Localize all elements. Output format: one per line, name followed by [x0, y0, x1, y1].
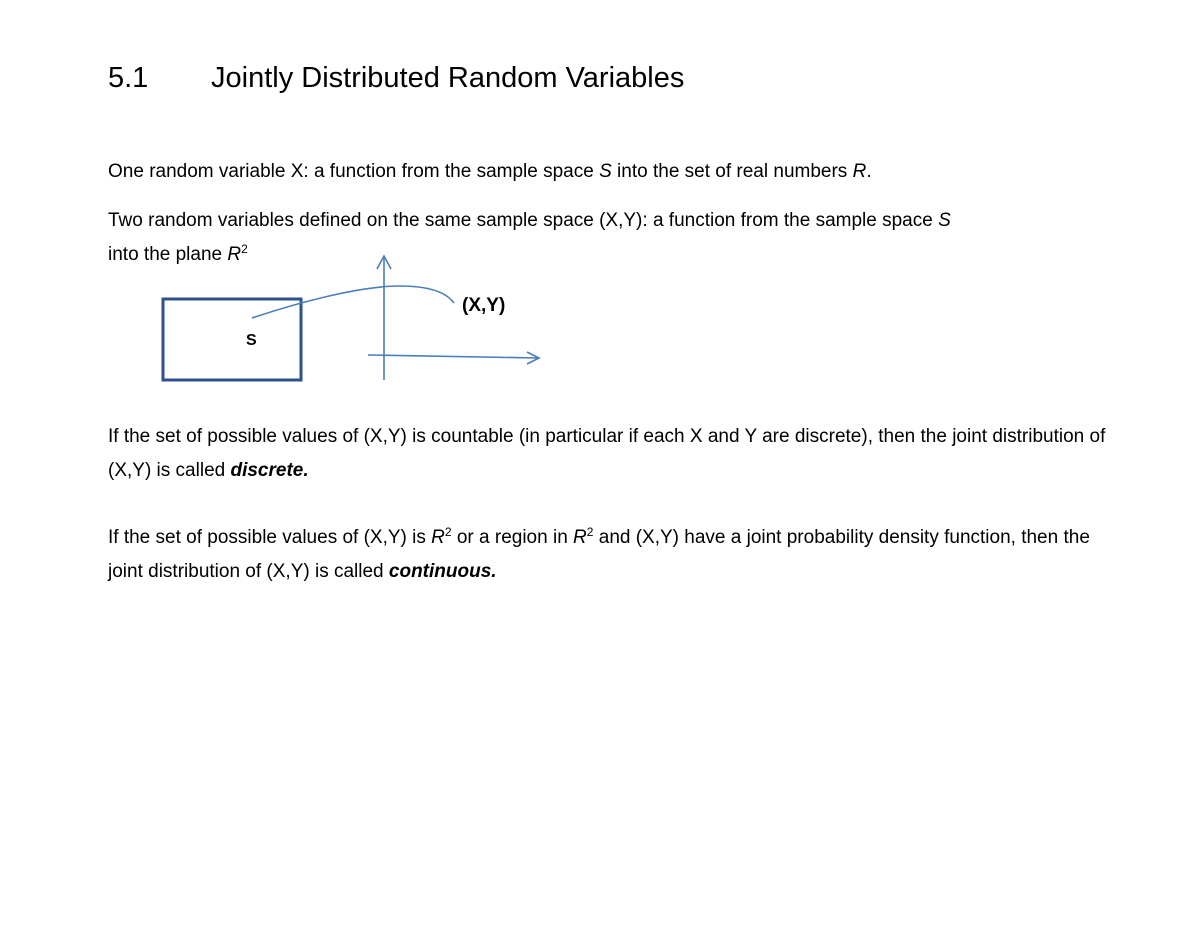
x-axis: [368, 355, 538, 358]
p1-text-a: One random variable X: a function from the sample space: [108, 161, 600, 182]
plane-exponent: 2: [444, 525, 452, 539]
p4-text-b: or a region in: [451, 527, 574, 548]
p2-text-a: Two random variables defined on the same sample space (X,Y): a function from the sample space: [108, 210, 939, 231]
point-label: (X,Y): [462, 295, 506, 316]
paragraph-continuous: [108, 521, 1108, 589]
term-continuous: continuous.: [388, 561, 497, 582]
p1-text-c: .: [866, 161, 872, 182]
mapping-arrow-curve: [252, 286, 454, 318]
sample-space-symbol: S: [938, 210, 951, 231]
x-axis-arrowhead: [527, 352, 539, 364]
p1-text-b: into the set of real numbers: [611, 161, 853, 182]
plane-symbol: R: [431, 527, 445, 548]
paragraph-discrete: [108, 420, 1108, 488]
section-title: Jointly Distributed Random Variables: [211, 62, 685, 94]
sample-space-label: S: [246, 332, 257, 349]
plane-exponent: 2: [586, 525, 594, 539]
section-heading: [108, 58, 684, 98]
sample-space-box: [163, 299, 301, 380]
plane-symbol: R: [227, 244, 242, 265]
term-discrete: discrete.: [230, 460, 309, 481]
p4-text-a: If the set of possible values of (X,Y) is: [108, 527, 432, 548]
p4-text-c: and (X,Y) have a joint probability density function, then the joint distribution of (X,Y) is called: [108, 527, 1090, 582]
p2-text-b: into the plane: [108, 244, 228, 265]
paragraph-one-variable: [108, 155, 1108, 189]
paragraph-two-variables: [108, 204, 1108, 272]
sample-space-symbol: S: [599, 161, 612, 182]
plane-exponent: 2: [241, 242, 248, 256]
section-number: 5.1: [108, 62, 149, 94]
real-numbers-symbol: R: [852, 161, 867, 182]
plane-symbol: R: [573, 527, 587, 548]
p3-text: If the set of possible values of (X,Y) is countable (in particular if each X and Y are discrete), then the joint distribution of (X,Y) is called: [108, 426, 1106, 481]
